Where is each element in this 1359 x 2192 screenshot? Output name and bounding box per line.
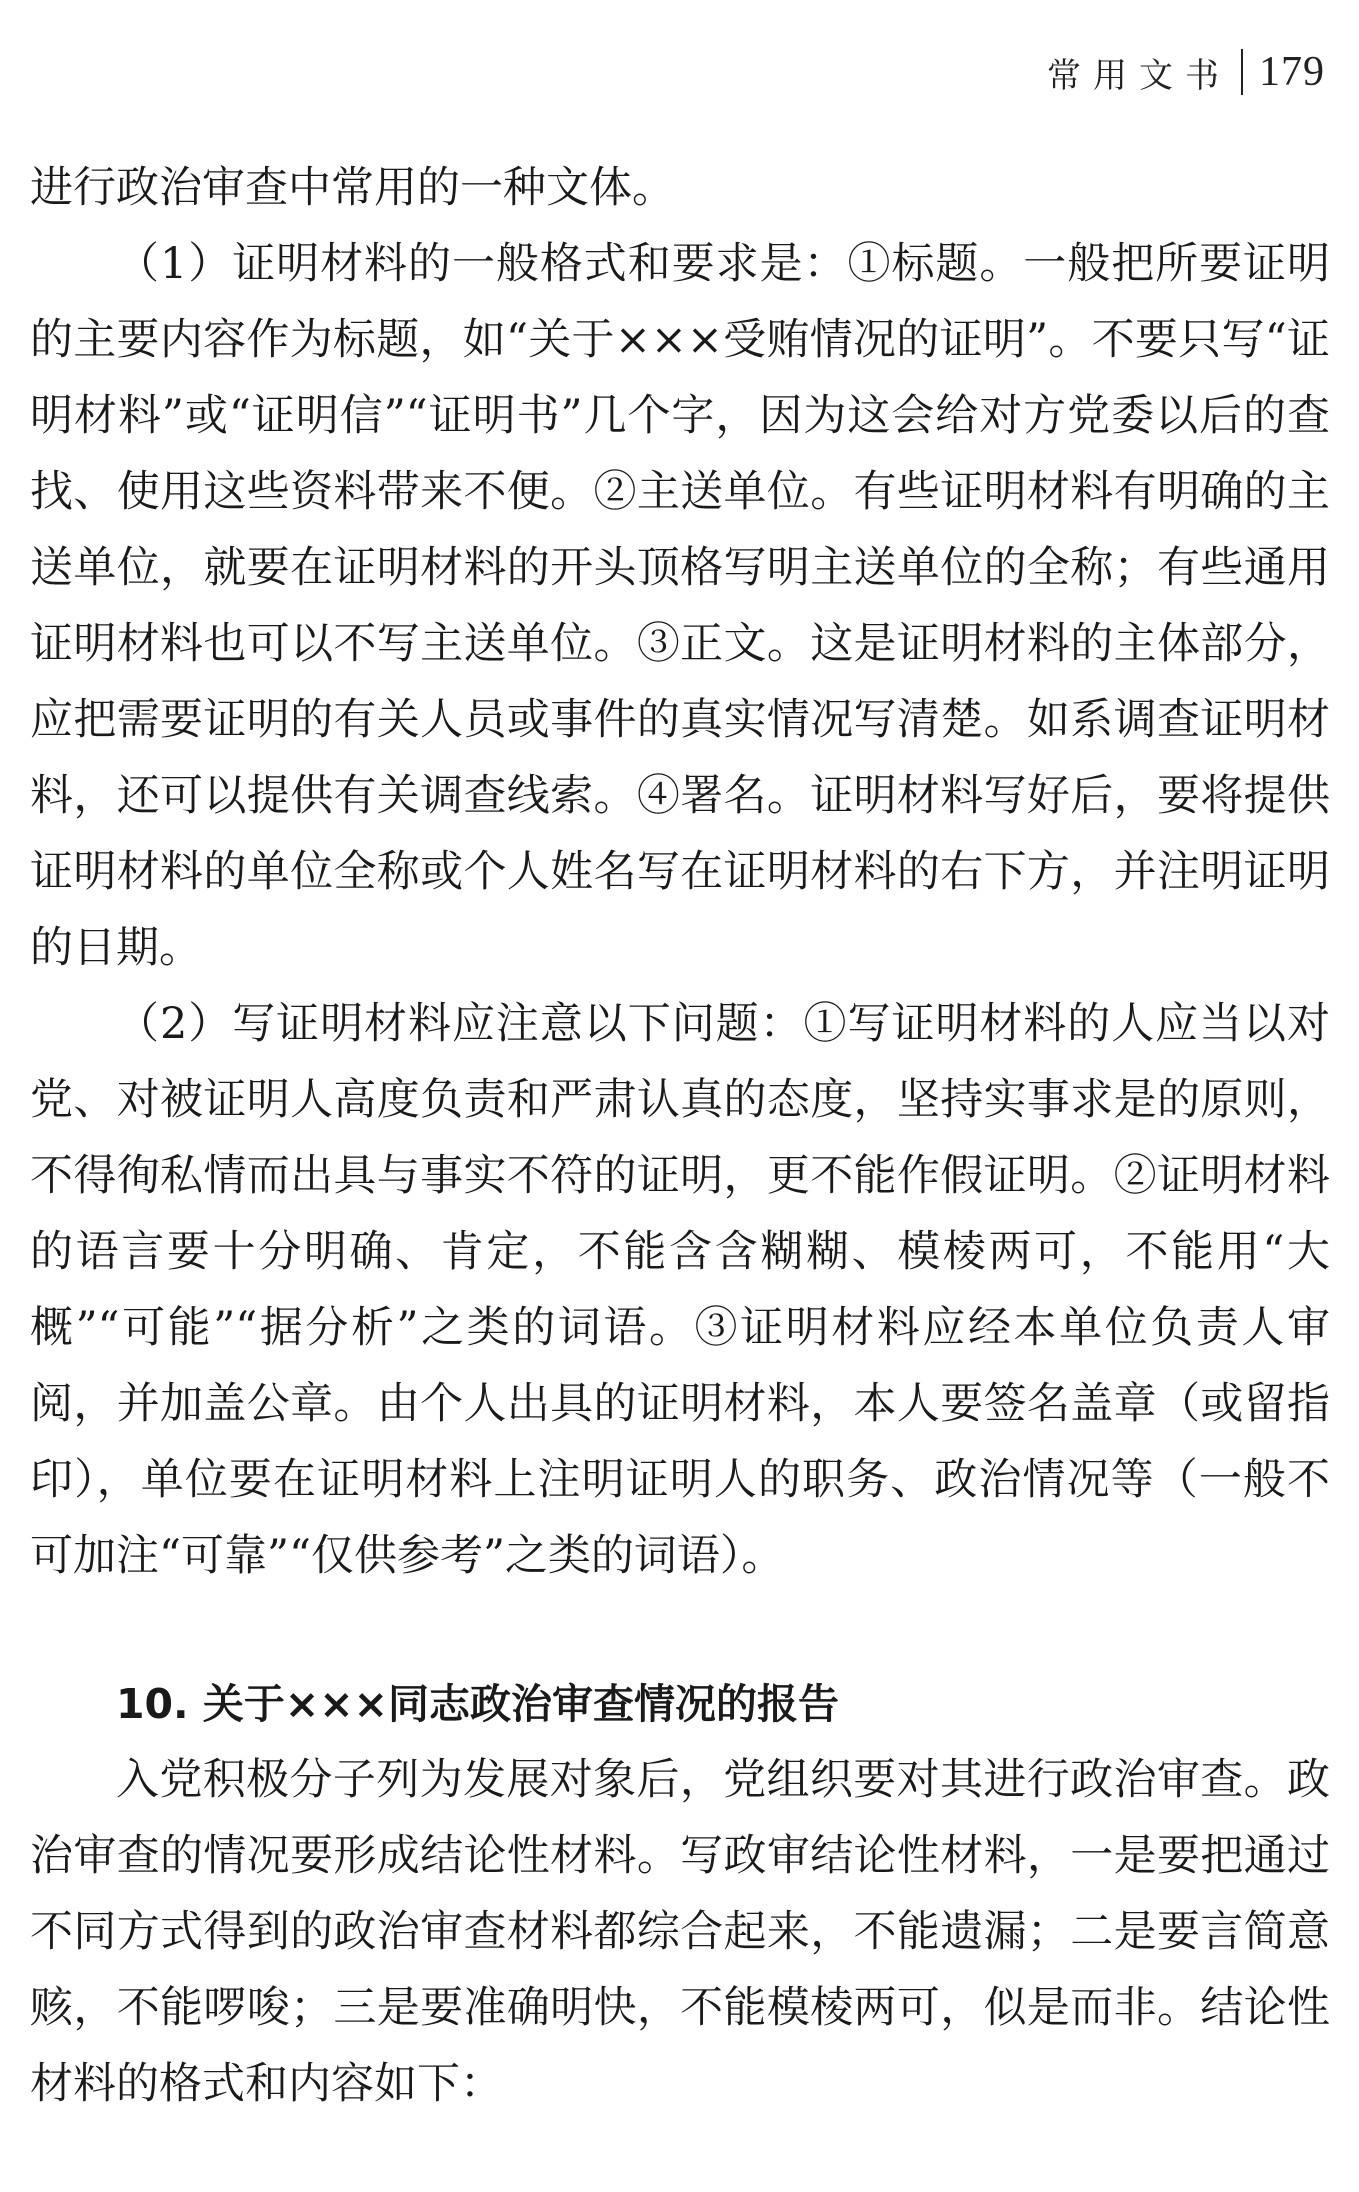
page-number: 179 [1259, 49, 1325, 95]
section-title: 常用文书 [1047, 55, 1231, 96]
paragraph-continued: 进行政治审查中常用的一种文体。 [30, 163, 675, 213]
page-body [30, 150, 1330, 2122]
section-heading: 10. 关于×××同志政治审查情况的报告 [116, 1680, 839, 1728]
paragraph-format-requirements: （1）证明材料的一般格式和要求是：①标题。一般把所要证明的主要内容作为标题，如“关于×××受贿情况的证明”。不要只写“证明材料”或“证明信”“证明书”几个字，因为这会给对方党委以后的查找、使用这些资料带来不便。②主送单位。有些证明材料有明确的主送单位，就要在证明材料的开头顶格写明主送单位的全称；有些通用证明材料也可以不写主送单位。③正文。这是证明材料的主体部分，应把需要证明的有关人员或事件的真实情况写清楚。如系调查证明材料，还可以提供有关调查线索。④署名。证明材料写好后，要将提供证明材料的单位全称或个人姓名写在证明材料的右下方，并注明证明的日期。 [30, 239, 1330, 973]
section-gap [30, 1594, 1330, 1666]
running-header [1047, 42, 1325, 102]
paragraph-political-review: 入党积极分子列为发展对象后，党组织要对其进行政治审查。政治审查的情况要形成结论性材料。写政审结论性材料，一是要把通过不同方式得到的政治审查材料都综合起来，不能遗漏；二是要言简意赅，不能啰唆；三是要准确明快，不能模棱两可，似是而非。结论性材料的格式和内容如下： [30, 1755, 1330, 2109]
header-divider [1241, 49, 1243, 95]
paragraph-writing-notes: （2）写证明材料应注意以下问题：①写证明材料的人应当以对党、对被证明人高度负责和严肃认真的态度，坚持实事求是的原则，不得徇私情而出具与事实不符的证明，更不能作假证明。②证明材料的语言要十分明确、肯定，不能含含糊糊、模棱两可，不能用“大概”“可能”“据分析”之类的词语。③证明材料应经本单位负责人审阅，并加盖公章。由个人出具的证明材料，本人要签名盖章（或留指印），单位要在证明材料上注明证明人的职务、政治情况等（一般不可加注“可靠”“仅供参考”之类的词语）。 [30, 999, 1330, 1581]
